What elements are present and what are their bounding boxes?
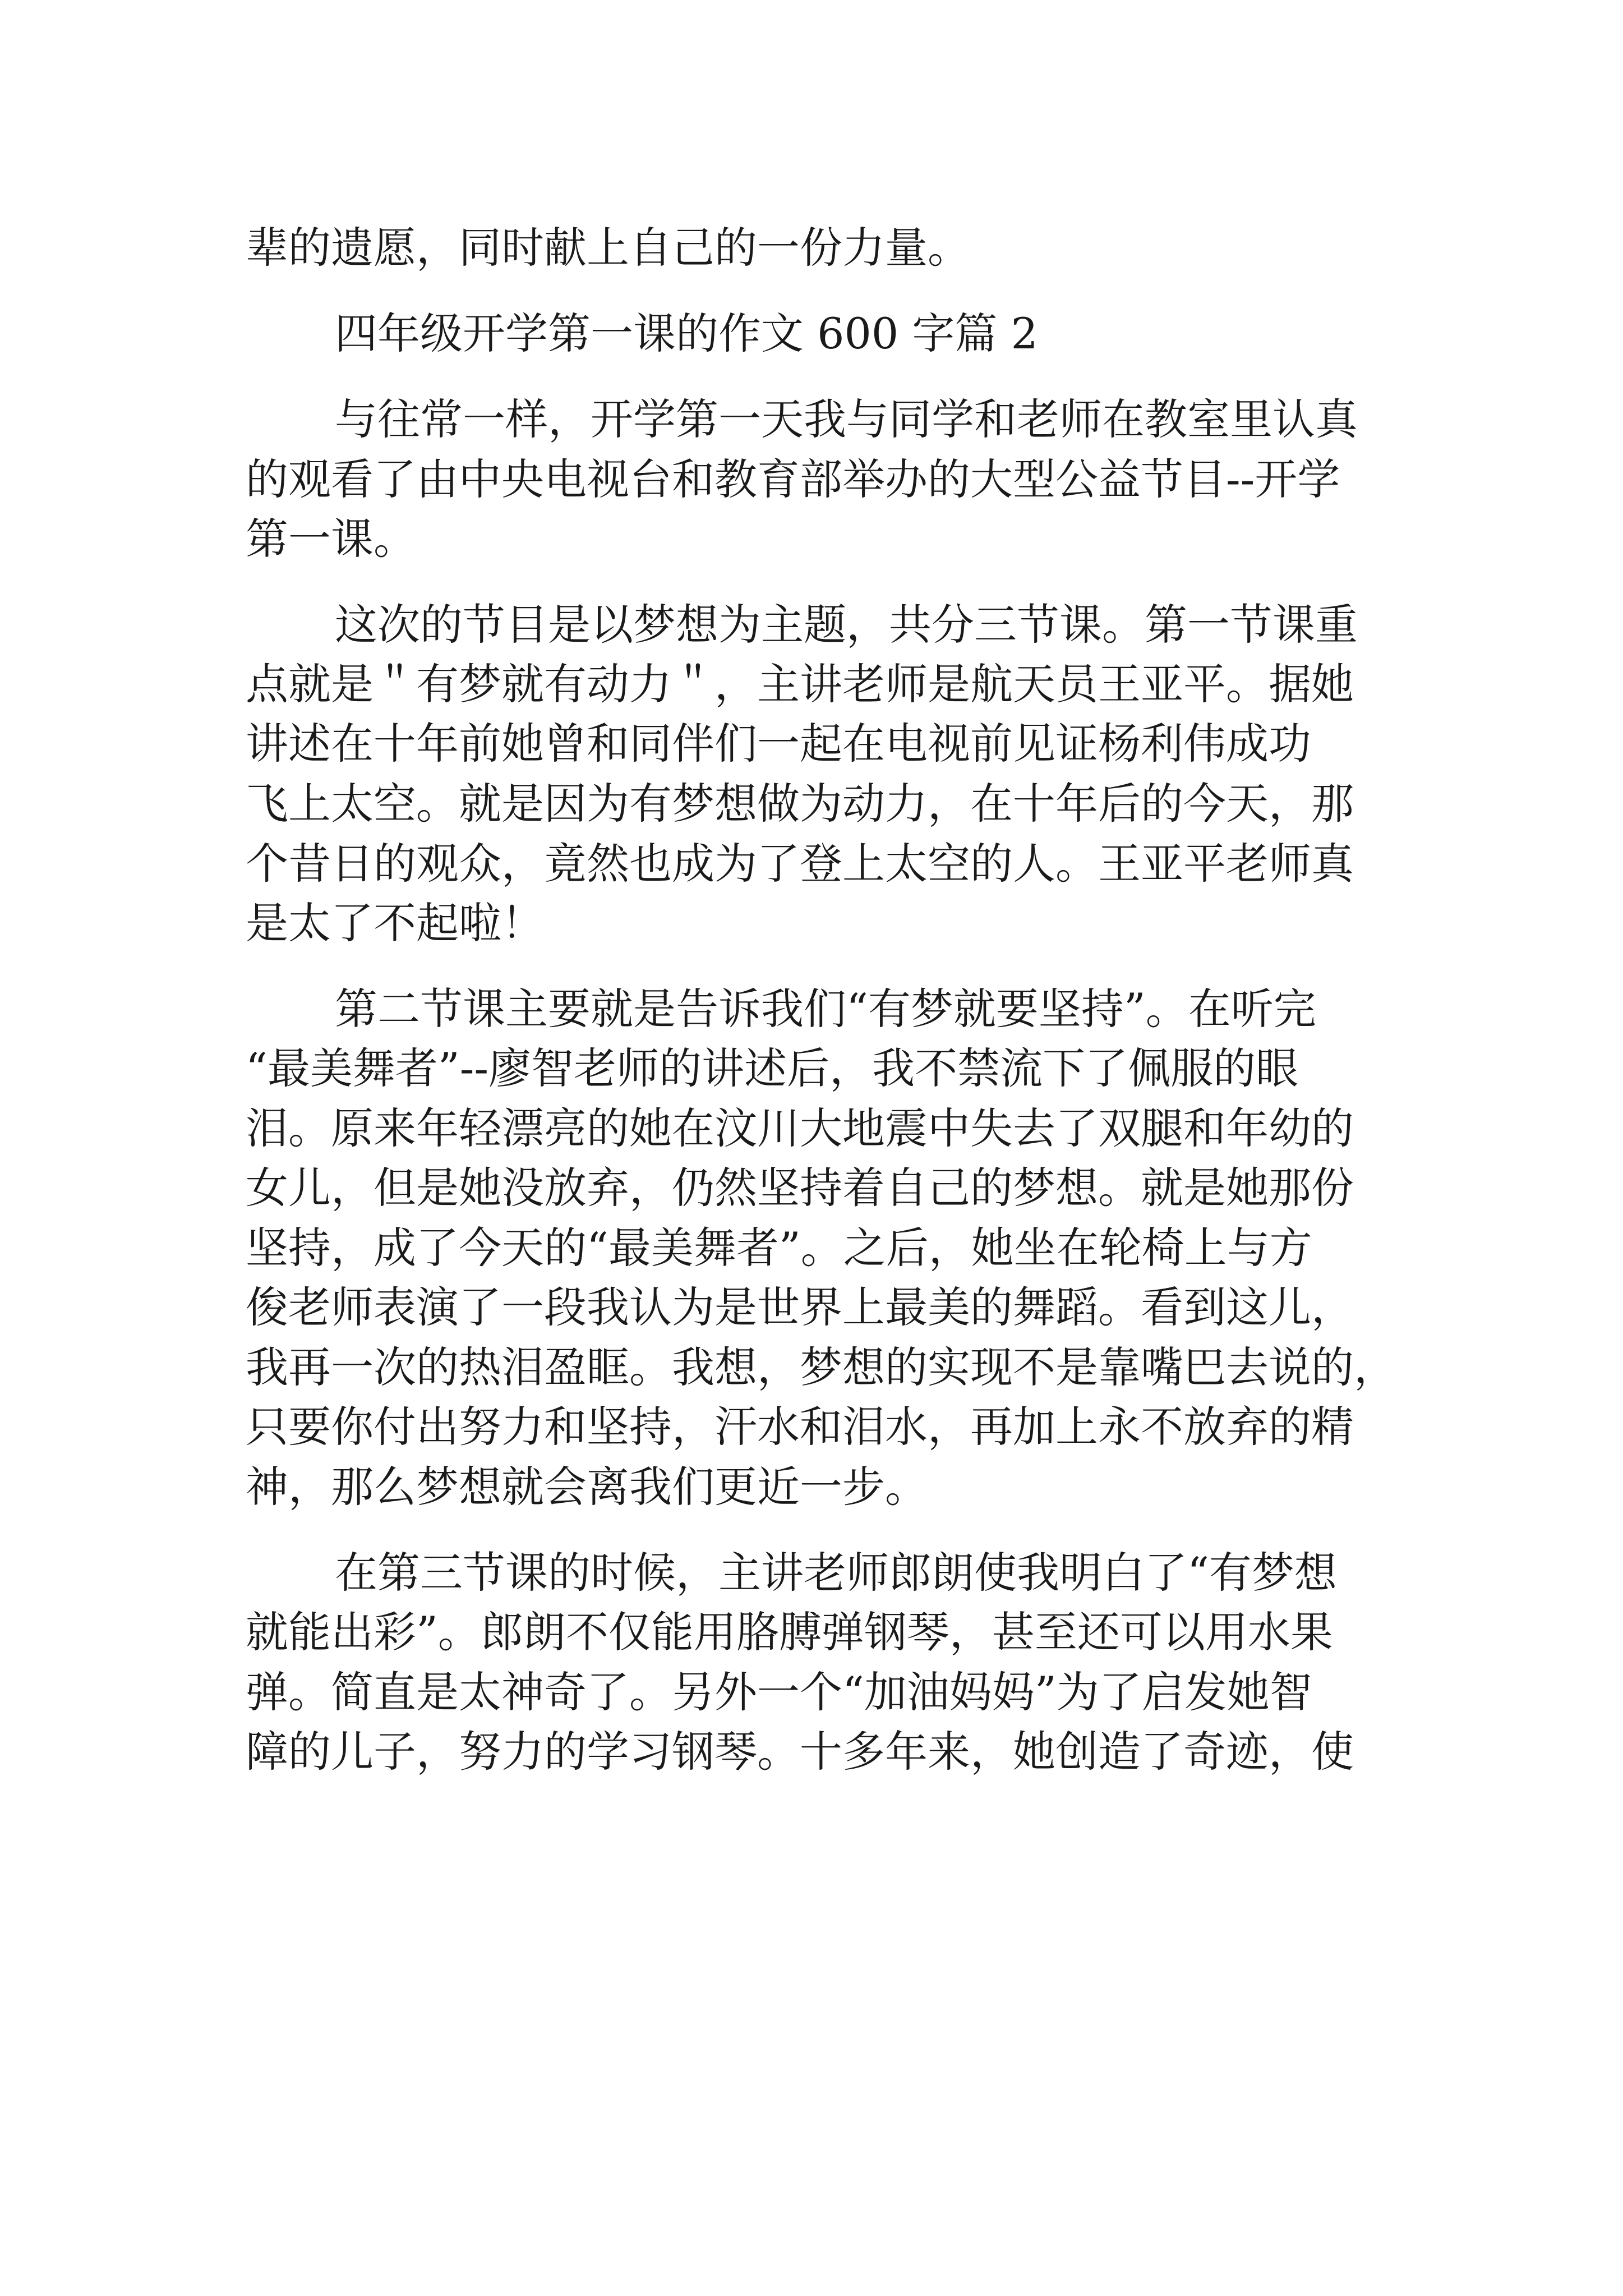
text-line: 是太了不起啦！ <box>246 898 544 948</box>
text-line: 第一课。 <box>246 514 416 564</box>
text-line: 女儿，但是她没放弃，仍然坚持着自己的梦想。就是她那份 <box>246 1163 1354 1213</box>
text-line: 就能出彩”。郎朗不仅能用胳膊弹钢琴，甚至还可以用水果 <box>246 1607 1333 1657</box>
text-line: 神，那么梦想就会离我们更近一步。 <box>246 1462 928 1512</box>
text-line: 只要你付出努力和坚持，汗水和泪水，再加上永不放弃的精 <box>246 1402 1354 1452</box>
text-line: 在第三节课的时候，主讲老师郎朗使我明白了“有梦想 <box>335 1548 1337 1598</box>
text-line: 坚持，成了今天的“最美舞者”。之后，她坐在轮椅上与方 <box>246 1223 1312 1273</box>
text-line: 这次的节目是以梦想为主题，共分三节课。第一节课重 <box>335 600 1358 650</box>
text-line: 的观看了由中央电视台和教育部举办的大型公益节目--开学 <box>246 454 1340 504</box>
text-line: 飞上太空。就是因为有梦想做为动力，在十年后的今天，那 <box>246 779 1354 829</box>
text-line: 讲述在十年前她曾和同伴们一起在电视前见证杨利伟成功 <box>246 719 1311 769</box>
text-line: 障的儿子，努力的学习钢琴。十多年来，她创造了奇迹，使 <box>246 1727 1354 1777</box>
essay-heading: 四年级开学第一课的作文 600 字篇 2 <box>335 309 1038 358</box>
text-line: 弹。简直是太神奇了。另外一个“加油妈妈”为了启发她智 <box>246 1667 1312 1717</box>
text-line: 与往常一样，开学第一天我与同学和老师在教室里认真 <box>335 394 1358 444</box>
text-line: 个昔日的观众，竟然也成为了登上太空的人。王亚平老师真 <box>246 839 1354 889</box>
text-line: 我再一次的热泪盈眶。我想，梦想的实现不是靠嘴巴去说的， <box>246 1342 1396 1392</box>
text-line: “最美舞者”--廖智老师的讲述后，我不禁流下了佩服的眼 <box>246 1043 1299 1093</box>
text-line: 俊老师表演了一段我认为是世界上最美的舞蹈。看到这儿， <box>246 1282 1354 1332</box>
text-line: 泪。原来年轻漂亮的她在汶川大地震中失去了双腿和年幼的 <box>246 1103 1354 1153</box>
text-line: 辈的遗愿，同时献上自己的一份力量。 <box>246 223 970 273</box>
text-line: 点就是＂有梦就有动力＂，主讲老师是航天员王亚平。据她 <box>246 659 1354 709</box>
text-line: 第二节课主要就是告诉我们“有梦就要坚持”。在听完 <box>335 984 1316 1034</box>
